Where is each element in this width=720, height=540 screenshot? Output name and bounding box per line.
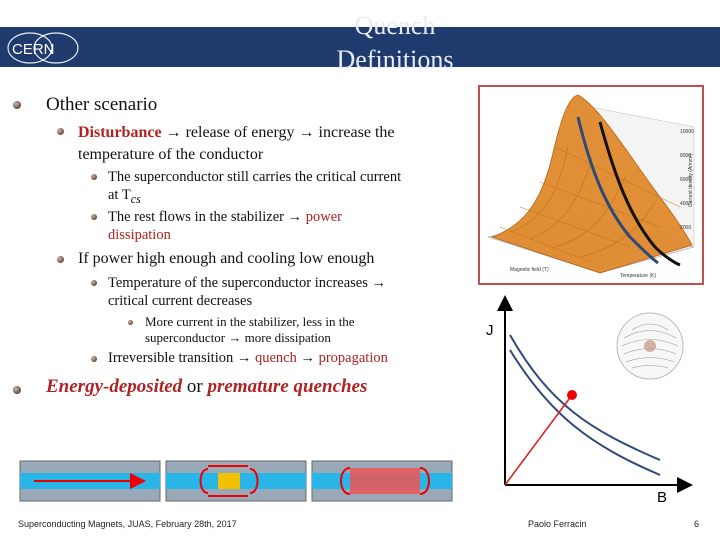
bullet-power-high: If power high enough and cooling low enough (78, 250, 375, 267)
text-energy-deposited: Energy-deposited (46, 376, 183, 397)
z-tick: 10000 (680, 129, 694, 135)
bullet-rest-flows (108, 208, 342, 244)
axis-label-current-density: Current density (A/mm²) (688, 153, 694, 207)
bullet-marker (128, 320, 133, 325)
text-propagation: propagation (318, 350, 388, 366)
conductor-quench-propagation (312, 461, 452, 501)
footer-author: Paolo Ferracin (528, 519, 587, 529)
conductor-normal (20, 461, 160, 501)
text-critical-decreases: critical current decreases (108, 293, 253, 309)
text-more-dissipation: more dissipation (241, 330, 331, 345)
load-line (505, 395, 572, 485)
bullet-superconductor-carries (108, 168, 401, 208)
arrow-icon: → (228, 330, 242, 345)
conductor-quench-start (166, 461, 306, 501)
bullet-disturbance (78, 122, 395, 166)
svg-text:CERN: CERN (12, 41, 55, 58)
arrow-icon: → (298, 124, 315, 141)
text-dissipation: dissipation (108, 227, 171, 243)
axis-label-b: B (657, 489, 668, 506)
bullet-marker (13, 101, 21, 109)
text-superconductor: superconductor (145, 330, 229, 345)
z-tick: 6000 (680, 177, 692, 183)
bullet-more-current (145, 314, 355, 346)
z-tick: 4000 (680, 201, 692, 207)
bullet-energy-deposited (46, 376, 367, 398)
bullet-marker (91, 356, 97, 362)
page-number: 6 (694, 519, 700, 529)
text-temperature: temperature of the conductor (78, 146, 264, 163)
z-tick: 2000 (680, 225, 692, 231)
bullet-irreversible (108, 350, 388, 367)
axis-label-j: J (486, 322, 494, 339)
text-increase: increase the (314, 124, 395, 141)
conductor-quench-illustration (20, 456, 480, 506)
text-carries: The superconductor still carries the critical current (108, 169, 402, 185)
operating-point-marker (567, 390, 577, 400)
text-more-current: More current in the stabilizer, less in the (145, 314, 355, 329)
bullet-marker (57, 128, 64, 135)
axis-label-temperature: Temperature (K) (620, 273, 657, 279)
page-title: Quench Definitions (336, 11, 454, 74)
coil-cross-section-image (612, 308, 688, 384)
text-quench: quench (254, 350, 297, 366)
text-temp-increases: Temperature of the superconductor increases (108, 275, 372, 291)
arrow-icon: → (165, 124, 182, 141)
bullet-marker (13, 386, 21, 394)
text-power: power (305, 209, 342, 225)
bullet-marker (91, 214, 97, 220)
bullet-temperature-increases (108, 274, 386, 310)
arrow-icon: → (300, 350, 315, 366)
bullet-marker (57, 256, 64, 263)
subscript-cs: cs (130, 191, 141, 206)
text-or: or (182, 376, 208, 397)
text-irreversible: Irreversible transition (108, 350, 237, 366)
bullet-marker (91, 174, 97, 180)
text-release: release of energy (181, 124, 299, 141)
bullet-marker (91, 280, 97, 286)
text-premature-quenches: premature quenches (207, 376, 368, 397)
critical-surface-graphic (480, 87, 702, 283)
critical-surface-plot (478, 85, 704, 285)
bullet-other-scenario: Other scenario (46, 94, 158, 115)
header-bar (0, 11, 720, 74)
axis-label-field: Magnetic field (T) (510, 267, 549, 273)
arrow-icon: → (287, 209, 303, 225)
footer-course: Superconducting Magnets, JUAS, February 28th, 2017 (18, 519, 237, 529)
text-rest-flows: The rest flows in the stabilizer (108, 209, 288, 225)
cern-logo (4, 31, 84, 65)
z-tick: 8000 (680, 153, 692, 159)
disturbance-label: Disturbance (78, 124, 162, 141)
arrow-icon: → (236, 350, 252, 366)
text-at-t: at T (108, 187, 131, 203)
arrow-icon: → (371, 275, 386, 291)
